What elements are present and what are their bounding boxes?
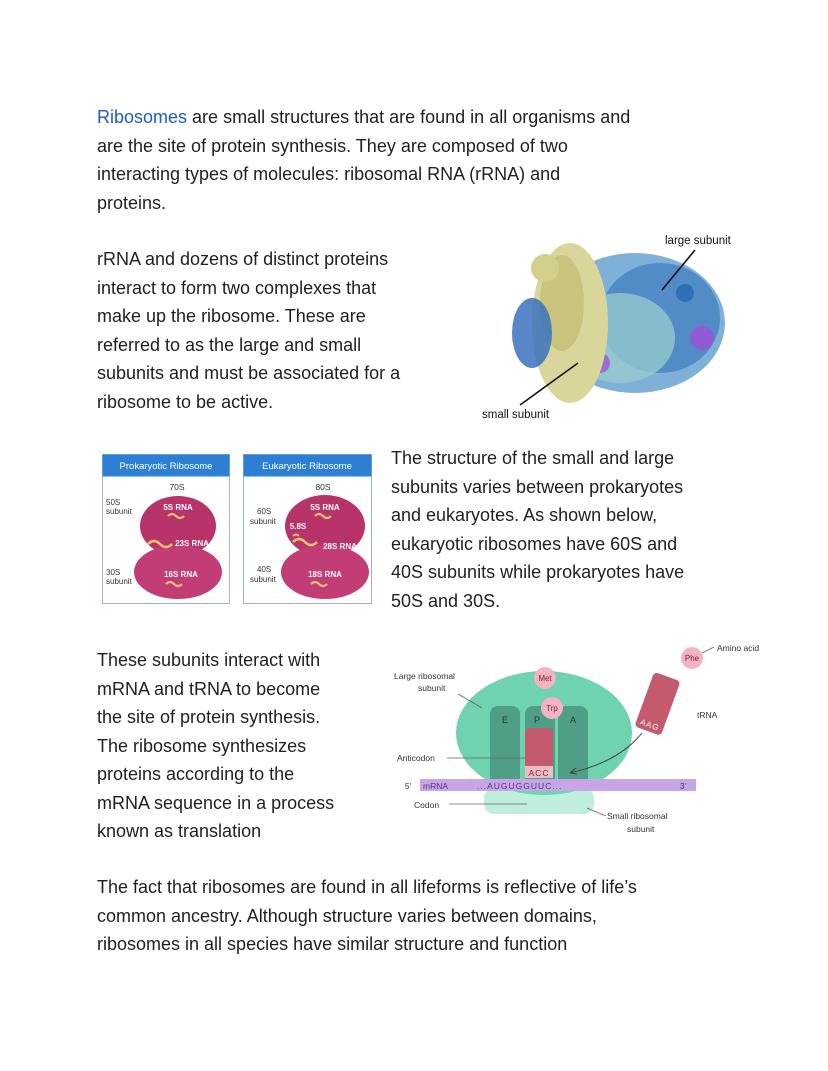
subunits-line: rRNA and dozens of distinct proteins	[97, 249, 389, 269]
small-subunit-protein	[512, 298, 552, 368]
amino-acid-label: Amino acid	[717, 643, 760, 653]
five-prime-label: 5'	[405, 782, 411, 791]
anticodon-label: Anticodon	[397, 753, 435, 763]
eukaryotic-rna-18s: 18S RNA	[308, 570, 342, 579]
translation-line: mRNA sequence in a process	[97, 792, 335, 813]
subunits-line: interact to form two complexes that	[97, 277, 377, 298]
intro-line-3: interacting types of molecules: ribosomal RNA (rRNA) and	[97, 164, 561, 184]
conclusion-line: common ancestry. Although structure varies between domains,	[97, 905, 597, 926]
intro-line-2: are the site of protein synthesis. They are composed of two	[97, 135, 568, 156]
mrna-label: mRNA	[423, 781, 449, 791]
site-a-label: A	[569, 715, 577, 725]
large-subunit-label: large subunit	[665, 235, 731, 247]
prokaryotic-rna-5s: 5S RNA	[163, 503, 193, 512]
eukaryotic-rna-5s: 5S RNA	[310, 503, 340, 512]
eukaryotic-small-label-2: subunit	[250, 575, 276, 584]
small-subunit-head	[531, 254, 559, 282]
translation-line: These subunits interact with	[97, 650, 321, 670]
translation-line: The ribosome synthesizes	[97, 735, 307, 756]
comparison-line: The structure of the small and large	[391, 448, 675, 468]
amino-acid-pointer	[702, 647, 714, 653]
small-subunit-label-1: Small ribosomal	[607, 811, 668, 821]
eukaryotic-title: Eukaryotic Ribosome	[262, 461, 352, 472]
translation-line: the site of protein synthesis.	[97, 707, 321, 727]
comparison-line: 40S subunits while prokaryotes have	[391, 562, 685, 582]
conclusion-paragraph	[97, 873, 757, 959]
eukaryotic-large-label-1: 60S	[257, 507, 272, 516]
protein-cluster-1	[690, 326, 714, 350]
translation-line: mRNA and tRNA to become	[97, 678, 321, 699]
small-subunit-label-2: subunit	[627, 824, 655, 834]
eukaryotic-total: 80S	[315, 482, 331, 492]
prokaryotic-large-label-1: 50S	[106, 498, 121, 507]
prokaryotic-rna-23s: 23S RNA	[175, 539, 209, 548]
incoming-trna-anticodon: AAG	[638, 717, 661, 733]
prokaryotic-total: 70S	[169, 482, 185, 492]
ribosome-structure-figure	[470, 228, 760, 428]
met-label: Met	[538, 674, 552, 683]
intro-line-4: proteins.	[97, 192, 167, 213]
subunits-paragraph	[97, 245, 467, 416]
prokaryotic-ribosome-diagram	[102, 454, 230, 604]
comparison-paragraph	[391, 444, 751, 615]
eukaryotic-rna-58s: 5.8S	[289, 522, 307, 531]
prokaryotic-ribosome-svg	[102, 454, 230, 604]
ribosomes-link[interactable]: Ribosomes	[97, 107, 188, 127]
comparison-line: subunits varies between prokaryotes	[391, 476, 684, 497]
comparison-line: 50S and 30S.	[391, 590, 501, 611]
translation-paragraph	[97, 646, 387, 846]
conclusion-line: ribosomes in all species have similar structure and function	[97, 934, 568, 954]
large-subunit-label-1: Large ribosomal	[394, 671, 455, 681]
translation-svg	[392, 638, 782, 843]
protein-cluster-3	[676, 284, 694, 302]
codon-label: Codon	[414, 800, 440, 810]
prokaryotic-rna-16s: 16S RNA	[164, 570, 198, 579]
small-subunit-label: small subunit	[482, 409, 550, 421]
subunits-line: make up the ribosome. These are	[97, 306, 366, 326]
ribosome-structure-image	[470, 228, 760, 428]
site-e-label: E	[501, 715, 509, 725]
trp-label: Trp	[546, 704, 558, 713]
conclusion-line: The fact that ribosomes are found in all lifeforms is reflective of life’s	[97, 877, 637, 897]
prokaryotic-large-label-2: subunit	[106, 507, 132, 516]
eukaryotic-ribosome-diagram	[243, 454, 372, 604]
intro-paragraph	[97, 103, 737, 217]
mrna-sequence: ...AUGUGGUUC...	[477, 781, 563, 791]
translation-line: proteins according to the	[97, 764, 295, 784]
translation-line: known as translation	[97, 821, 262, 841]
phe-label: Phe	[684, 654, 700, 663]
large-subunit-label-2: subunit	[418, 683, 446, 693]
site-p-label: P	[533, 715, 541, 725]
eukaryotic-small-label-1: 40S	[257, 565, 272, 574]
prokaryotic-small-label-1: 30S	[106, 568, 121, 577]
comparison-line: eukaryotic ribosomes have 60S and	[391, 533, 678, 554]
intro-line-1-rest: are small structures that are found in all organisms and	[187, 107, 631, 127]
comparison-line: and eukaryotes. As shown below,	[391, 505, 658, 525]
translation-figure	[392, 638, 782, 843]
prokaryotic-title: Prokaryotic Ribosome	[119, 461, 213, 472]
eukaryotic-rna-28s: 28S RNA	[323, 542, 357, 551]
eukaryotic-large-label-2: subunit	[250, 517, 276, 526]
subunits-line: ribosome to be active.	[97, 391, 274, 412]
anticodon-sequence: ACC	[528, 768, 550, 778]
subunits-line: referred to as the large and small	[97, 334, 362, 355]
prokaryotic-small-label-2: subunit	[106, 577, 132, 586]
eukaryotic-ribosome-svg	[243, 454, 372, 604]
subunits-line: subunits and must be associated for a	[97, 363, 401, 383]
trna-label: tRNA	[697, 710, 718, 720]
incoming-trna	[634, 672, 680, 736]
three-prime-label: 3'	[680, 782, 686, 791]
